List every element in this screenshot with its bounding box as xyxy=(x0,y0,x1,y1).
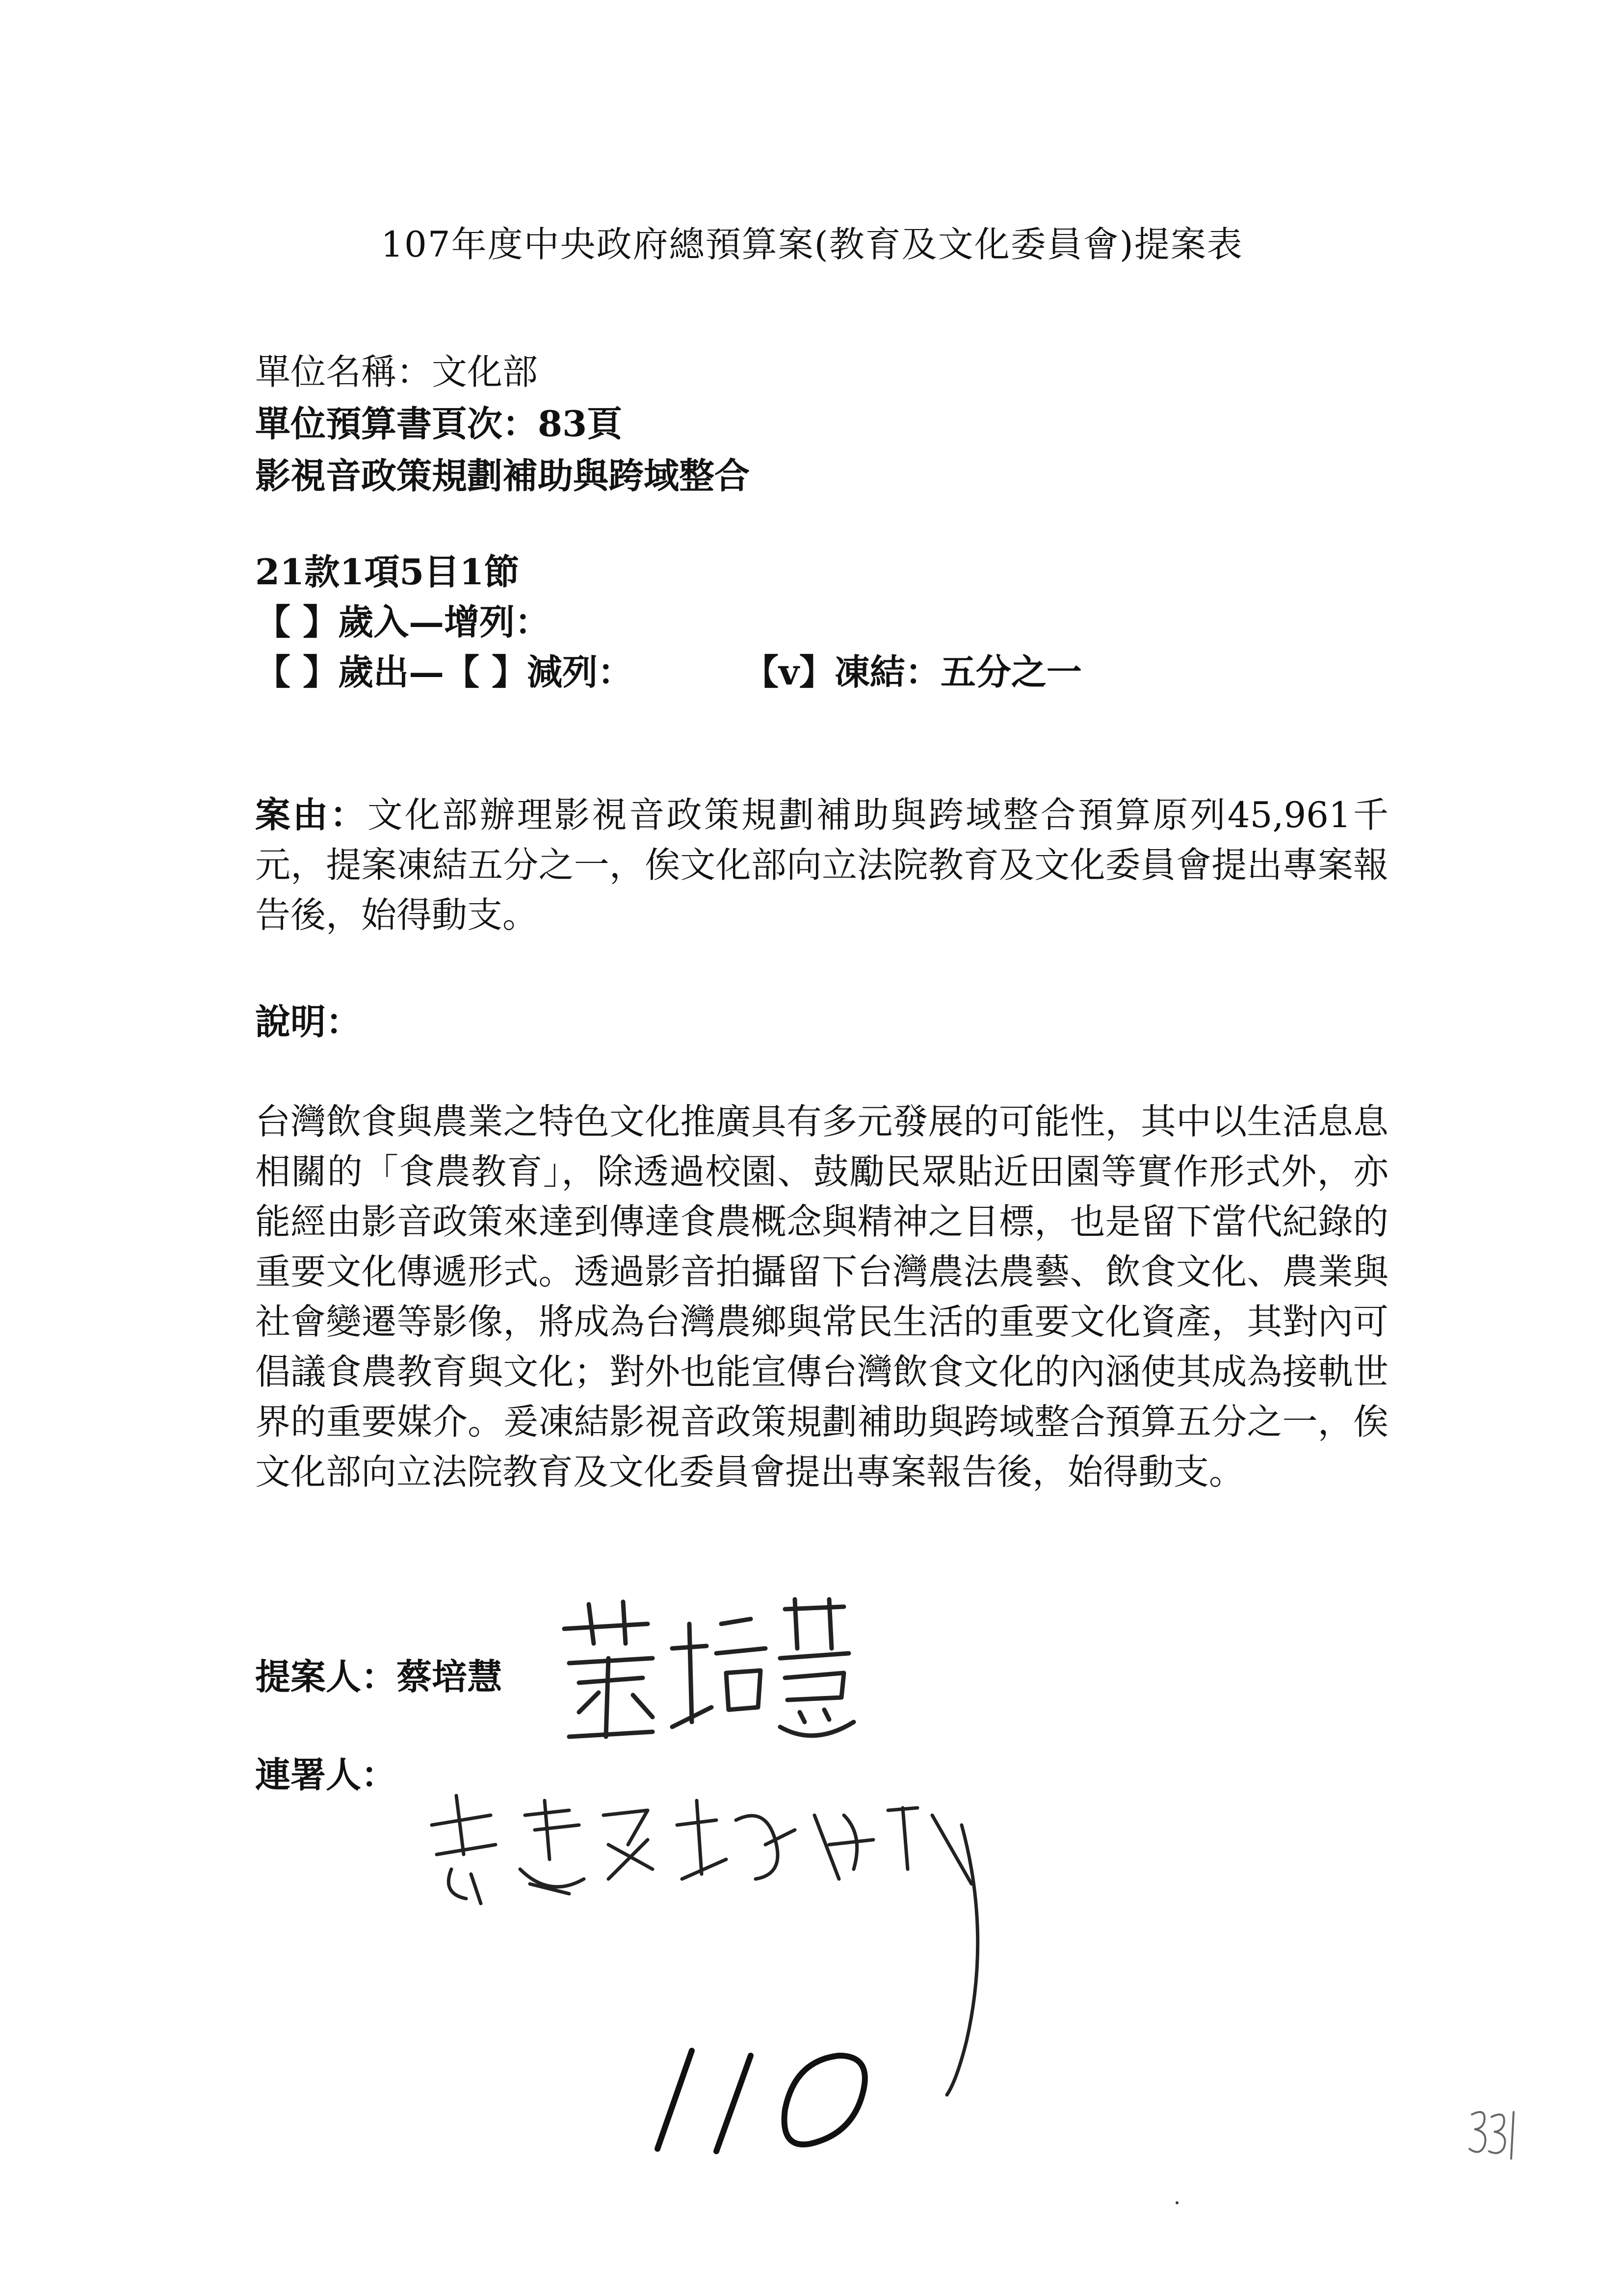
revenue-option: 【 】歲入—增列： xyxy=(255,601,550,643)
item-title: 影視音政策規劃補助與跨域整合 xyxy=(255,455,750,496)
explanation-label: 說明： xyxy=(255,1001,362,1043)
unit-name-row xyxy=(255,343,538,394)
section-reference: 21款1項5目1節 xyxy=(255,551,520,593)
budget-page-row xyxy=(255,395,622,446)
expenditure-option: 【 】歲出—【 】減列： xyxy=(255,651,633,693)
unit-name: 文化部 xyxy=(432,351,538,392)
budget-page: 83頁 xyxy=(538,403,623,444)
proposer-name: 蔡培慧 xyxy=(396,1656,503,1697)
unit-name-label: 單位名稱： xyxy=(255,351,432,392)
cosigner-label: 連署人： xyxy=(255,1754,397,1796)
handwritten-number xyxy=(638,2036,893,2159)
document-title: 107年度中央政府總預算案(教育及文化委員會)提案表 xyxy=(381,224,1243,265)
reason-label: 案由： xyxy=(255,794,367,835)
corner-page-mark xyxy=(1467,2105,1521,2164)
reason-text: 文化部辦理影視音政策規劃補助與跨域整合預算原列45,961千元，提案凍結五分之一，俟文化部向立法院教育及文化委員會提出專案報告後，始得動支。 xyxy=(255,794,1388,936)
budget-page-label: 單位預算書頁次： xyxy=(255,403,538,444)
explanation-text: 台灣飲食與農業之特色文化推廣具有多元發展的可能性，其中以生活息息相關的「食農教育」，除透過校園、鼓勵民眾貼近田園等實作形式外，亦能經由影音政策來達到傳達食農概念與精神之目標，也是留下當代紀錄的重要文化傳遞形式。透過影音拍攝留下台灣農法農藝、飲食文化、農業與社會變遷等影像，將成為台灣農鄉與常民生活的重要文化資產，其對內可倡議食農教育與文化；對外也能宣傳台灣飲食文化的內涵使其成為接軌世界的重要媒介。爰凍結影視音政策規劃補助與跨域整合預算五分之一，俟文化部向立法院教育及文化委員會提出專案報告後，始得動支。 xyxy=(255,1101,1388,1492)
proposer-signature xyxy=(550,1590,864,1751)
proposer-label: 提案人： xyxy=(255,1656,397,1697)
reason-paragraph xyxy=(255,790,1388,940)
freeze-option: 【v】凍結：五分之一 xyxy=(743,651,1082,693)
proposer-row xyxy=(255,1648,502,1699)
scan-speck xyxy=(1176,2201,1179,2204)
